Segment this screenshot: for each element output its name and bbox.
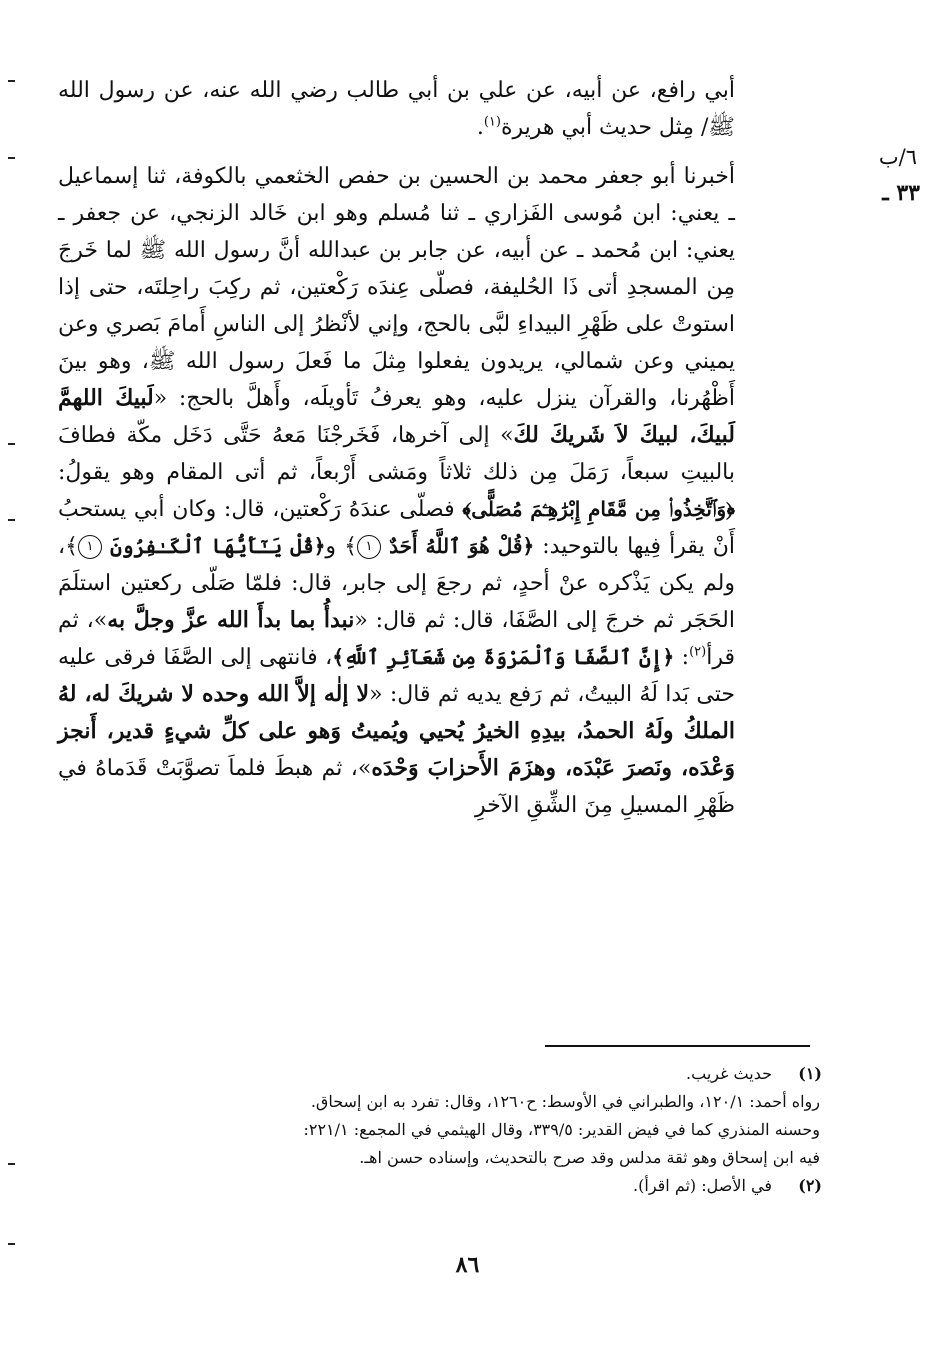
text-span: فصلّى عندَهُ رَكْعتين، قال: وكان أبي يستحبُ أَنْ يقرأ فِيها بالتوحيد: <box>58 497 736 559</box>
footnote-item <box>55 1088 820 1116</box>
ayah-number-icon: ١ <box>357 535 381 559</box>
hadith-number: ٣٣ ـ <box>882 180 920 206</box>
bold-quote: نبدأُ بما بدأَ الله عزَّ وجلَّ به <box>107 607 355 633</box>
footnote-text: حديث غريب. <box>686 1064 772 1083</box>
text-span: أخبرنا أبو جعفر محمد بن الحسين بن حفص الخثعمي بالكوفة، ثنا إسماعيل ـ يعني: ابن مُوسى الفَزاري ـ ثنا مُسلم وهو ابن خَالد الزنجي، عن جعفر ـ يعني: ابن مُحمد ـ عن أبيه، عن جابر بن عبدالله أنَّ رسول الله ﷺ لما خَرجَ مِن المسجدِ أتى ذَا الحُليفة، فصلّى عِندَه رَكْعتين، ثم ركِبَ راحِلتَه، حتى إذا استوتْ على ظَهْرِ البيداءِ لبَّى بالحج، وإني لأنْظرُ إلى الناسِ أَمامَ بَصري وعن يميني وعن شمالي، يريدون يفعلوا مِثلَ ما فَعلَ رسول الله ﷺ، وهو بينَ أَظْهُرنا، والقرآن ينزل عليه، وهو يعرفُ تَأويلَه، وأَهلَّ بالحج: « <box>58 164 735 411</box>
talbiyah-text: لَبيكَ اللهمَّ لَبيكَ، لبيكَ لاَ شَريكَ لكَ <box>58 385 735 448</box>
margin-mark <box>8 80 15 82</box>
ayah-number-icon: ١ <box>78 535 102 559</box>
footnotes <box>55 1060 820 1200</box>
footnote-number: (١) <box>798 1064 822 1083</box>
text-span: ، فانتهى إلى الصَّفَا فرقى عليه حتى بَدا لَهُ البيتُ، ثم رَفع يديه ثم قال: « <box>58 645 735 707</box>
margin-mark <box>8 157 15 159</box>
page-number: ٨٦ <box>455 1252 480 1278</box>
hadith-paragraph: أخبرنا أبو جعفر محمد بن الحسين بن حفص الخثعمي بالكوفة، ثنا إسماعيل ـ يعني: ابن مُوسى الفَزاري ـ ثنا مُسلم وهو ابن خَالد الزنجي، عن جعفر ـ يعني: ابن مُحمد ـ عن أبيه، عن جابر بن عبدالله أنَّ رسول الله ﷺ لما خَرجَ مِن المسجدِ أتى ذَا الحُليفة، فصلّى عِندَه رَكْعتين، ثم ركِبَ راحِلتَه، حتى إذا استوتْ على ظَهْرِ البيداءِ لبَّى بالحج، وإني لأنْظرُ إلى الناسِ أَمامَ بَصري وعن يميني وعن شمالي، يريدون يفعلوا مِثلَ ما فَعلَ رسول الله ﷺ، وهو بينَ أَظْهُرنا، والقرآن ينزل عليه، وهو يعرفُ تَأويلَه، وأَهلَّ بالحج: «لَبيكَ اللهمَّ لَبيكَ، لبيكَ لاَ شَريكَ لكَ» إلى آخرها، فَخَرجْنَا مَعهُ حَتَّى دَخَل مكّة فطافَ بالبيتِ سبعاً، رَمَلَ مِن ذلك ثلاثاً ومَشى أَرْبعاً، ثم أتى المقام وهو يقولُ: ﴿وَٱتَّخِذُوا۟ مِن مَّقَامِ إِبْرَٰهِـۧمَ مُصَلًّى﴾ فصلّى عندَهُ رَكْعتين، قال: وكان أبي يستحبُ أَنْ يقرأ فِيها بالتوحيد: ﴿قُلْ هُوَ ٱللَّهُ أَحَدٌ ١﴾ و﴿قُلْ يَـٰٓأَيُّهَا ٱلْكَـٰفِرُونَ ١﴾، ولم يكن يَذْكره عنْ أحدٍ، ثم رجعَ إلى جابر، قال: فلمّا صَلّى ركعتين استلَمَ الحَجَر ثم خرجَ إلى الصَّفَا، قال: ثم قال: «نبدأُ بما بدأَ الله عزَّ وجلَّ به»، ثم قرأ$^{(٢)}$: ﴿إِنَّ ٱلصَّفَا وَٱلْمَرْوَةَ مِن شَعَآئِرِ ٱللَّهِ﴾، فانتهى إلى الصَّفَا فرقى عليه حتى بَدا لَهُ البيتُ، ثم رَفع يديه ثم قال: «لا إلٰه إلاَّ الله وحده لا شريكَ له، لهُ الملكُ ولَهُ الحمدُ، بيدِهِ الخيرُ يُحيي ويُميتُ وَهو على كلِّ شيءٍ قدير، أَنجز وَعْدَه، ونَصرَ عَبْدَه، وهزَمَ الأَحزابَ وَحْدَه»، ثم هبطَ فلماَ تصوَّبَتْ قَدَماهُ في ظَهْرِ المسيلِ مِنَ الشِّقِ الآخرِ <box>58 164 736 818</box>
footnote-text: رواه أحمد: ١٢٠/١، والطبراني في الأوسط: ح١٢٦٠، وقال: تفرد به ابن إسحاق. <box>310 1092 820 1111</box>
margin-mark <box>8 1163 15 1165</box>
margin-mark <box>8 519 15 521</box>
margin-mark <box>8 443 15 445</box>
footnote-number: (٢) <box>798 1176 822 1195</box>
footnote-item <box>55 1172 820 1200</box>
footnote-item <box>55 1144 820 1172</box>
text-span: »، ثم قرأ <box>58 608 735 670</box>
text-span: و <box>325 534 345 559</box>
quran-verse: ﴿إِنَّ ٱلصَّفَا وَٱلْمَرْوَةَ مِن شَعَآئِرِ ٱللَّهِ﴾ <box>332 645 675 669</box>
main-text <box>58 72 735 824</box>
footnote-text: في الأصل: (ثم اقرأ). <box>633 1176 772 1195</box>
text-span: » إلى آخرها، فَخَرجْنَا مَعهُ حَتَّى دَخَل مكّة فطافَ بالبيتِ سبعاً، رَمَلَ مِن ذلك ثلاثاً ومَشى أَرْبعاً، ثم أتى المقام وهو يقولُ: <box>58 423 735 485</box>
footnote-item <box>55 1060 820 1088</box>
tahlil-text: لا إلٰه إلاَّ الله وحده لا شريكَ له، لهُ الملكُ ولَهُ الحمدُ، بيدِهِ الخيرُ يُحيي ويُميتُ وَهو على كلِّ شيءٍ قدير، أَنجز وَعْدَه، ونَصرَ عَبْدَه، وهزَمَ الأَحزابَ وَحْدَه <box>58 681 735 781</box>
quran-verse: ﴿قُلْ هُوَ ٱللَّهُ أَحَدٌ <box>389 534 535 558</box>
text-span: . <box>476 115 484 140</box>
footnote-text: وحسنه المنذري كما في فيض القدير: ٣٣٩/٥، وقال الهيثمي في المجمع: ٢٢١/١: <box>303 1120 820 1139</box>
text-span: ، ولم يكن يَذْكره عنْ أحدٍ، ثم رجعَ إلى جابر، قال: فلمّا صَلّى ركعتين استلَمَ الحَجَر ثم خرجَ إلى الصَّفَا، قال: ثم قال: « <box>58 534 735 633</box>
text-line: أبي رافع، عن أبيه، عن علي بن أبي طالب رضي الله عنه، عن <box>163 78 735 103</box>
footnote-item <box>55 1116 820 1144</box>
margin-mark <box>8 1243 15 1245</box>
footnote-text: فيه ابن إسحاق وهو ثقة مدلس وقد صرح بالتحديث، وإسناده حسن اهـ. <box>359 1148 820 1167</box>
quran-verse: ﴿قُلْ يَـٰٓأَيُّهَا ٱلْكَـٰفِرُونَ <box>110 534 326 558</box>
text-span: »، ثم هبطَ فلماَ تصوَّبَتْ قَدَماهُ في ظَهْرِ المسيلِ مِنَ الشِّقِ الآخرِ <box>58 756 735 818</box>
footnote-ref[interactable]: (٢) <box>689 644 707 660</box>
paragraph-continuation <box>58 72 735 146</box>
footnote-divider <box>545 1045 810 1047</box>
footnote-ref[interactable]: (١) <box>483 114 501 130</box>
folio-marker: ٦/ب <box>878 145 917 169</box>
text-line: رسول الله ﷺ/ مِثل حديث أبي هريرة <box>58 78 735 140</box>
text-span: : <box>674 645 690 670</box>
quran-verse: ﴿وَٱتَّخِذُوا۟ مِن مَّقَامِ إِبْرَٰهِـۧمَ مُصَلًّى﴾ <box>462 497 735 521</box>
